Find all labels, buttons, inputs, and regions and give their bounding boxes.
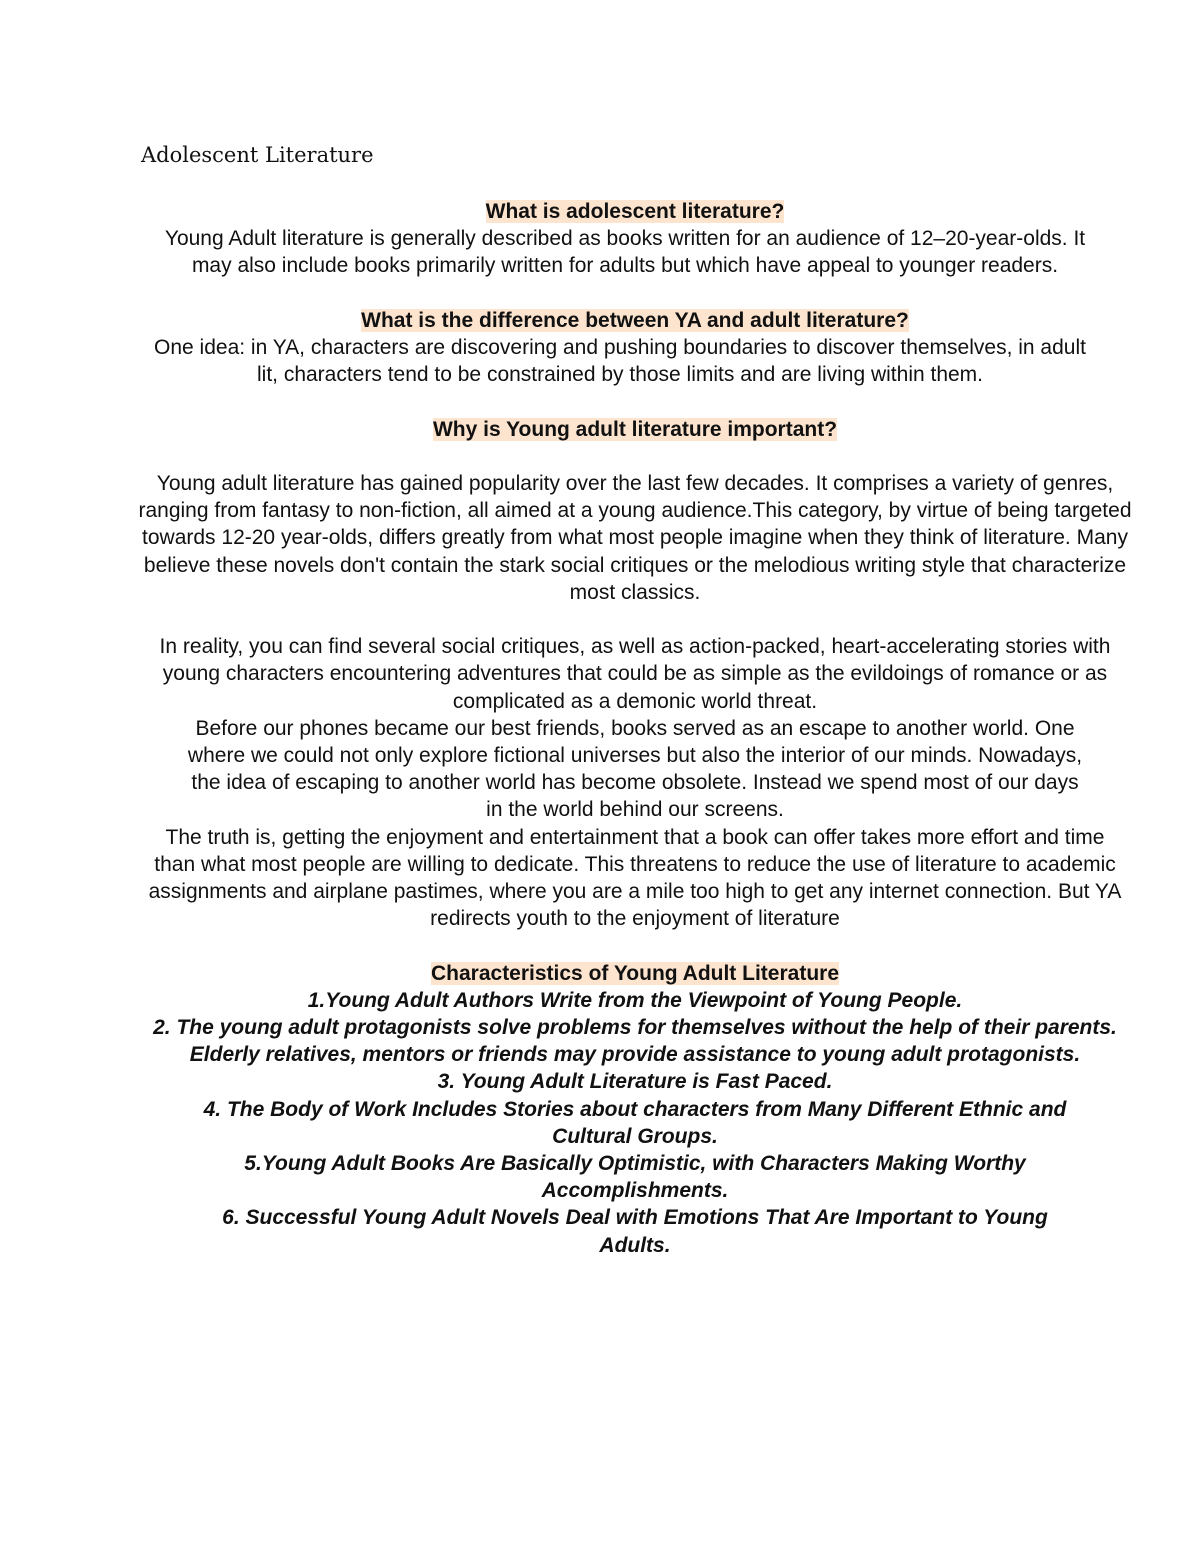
section-heading xyxy=(130,416,1140,443)
section-heading xyxy=(130,198,1140,225)
list-item: 5.Young Adult Books Are Basically Optimistic, with Characters Making Worthy Accomplishments. xyxy=(244,1152,1026,1203)
paragraph: One idea: in YA, characters are discovering and pushing boundaries to discover themselves, in adult lit, characters tend to be constrained by those limits and are living within them. xyxy=(154,336,1086,387)
paragraph: Young adult literature has gained popularity over the last few decades. It comprises a variety of genres, ranging from fantasy to non-fiction, all aimed at a young audience.This category, by virtue of being targeted towards 12-20 year-olds, differs greatly from what most people imagine when they think of literature. Many believe these novels don't contain the stark social critiques or the melodious writing style that characterize most classics. xyxy=(138,471,1132,604)
section-heading xyxy=(130,307,1140,334)
paragraph: Before our phones became our best friends, books served as an escape to another world. One where we could not only explore fictional universes but also the interior of our minds. Nowadays, the idea of escaping to another world has become obsolete. Instead we spend most of our days in the world behind our screens. xyxy=(187,716,1083,822)
section-heading-text: Why is Young adult literature important? xyxy=(432,417,838,441)
paragraph: In reality, you can find several social critiques, as well as action-packed, heart-accelerating stories with young characters encountering adventures that could be as simple as the evildoings of romance or as complicated as a demonic world threat. xyxy=(159,635,1111,713)
paragraph: The truth is, getting the enjoyment and entertainment that a book can offer takes more effort and time than what most people are willing to dedicate. This threatens to reduce the use of literature to academic assignments and airplane pastimes, where you are a mile too high to get any internet connection. But YA redirects youth to the enjoyment of literature xyxy=(148,825,1122,931)
list-item: 3. Young Adult Literature is Fast Paced. xyxy=(437,1070,833,1094)
document-title: Adolescent Literature xyxy=(141,143,374,167)
characteristics-list xyxy=(130,987,1140,1259)
section-heading-text: What is the difference between YA and adult literature? xyxy=(361,308,909,332)
list-item: 2. The young adult protagonists solve problems for themselves without the help of their parents. Elderly relatives, mentors or friends may provide assistance to young adult protagonists. xyxy=(153,1016,1117,1067)
list-item: 1.Young Adult Authors Write from the Viewpoint of Young People. xyxy=(307,988,963,1012)
list-item: 6. Successful Young Adult Novels Deal with Emotions That Are Important to Young Adults. xyxy=(222,1206,1048,1257)
list-item: 4. The Body of Work Includes Stories about characters from Many Different Ethnic and Cultural Groups. xyxy=(203,1097,1067,1148)
document-body xyxy=(130,198,1140,1259)
paragraph: Young Adult literature is generally described as books written for an audience of 12–20-year-olds. It may also include books primarily written for adults but which have appeal to younger readers. xyxy=(164,227,1086,278)
section-heading-text: What is adolescent literature? xyxy=(485,200,785,223)
section-heading-text: Characteristics of Young Adult Literature xyxy=(430,961,839,985)
section-heading xyxy=(130,960,1140,987)
